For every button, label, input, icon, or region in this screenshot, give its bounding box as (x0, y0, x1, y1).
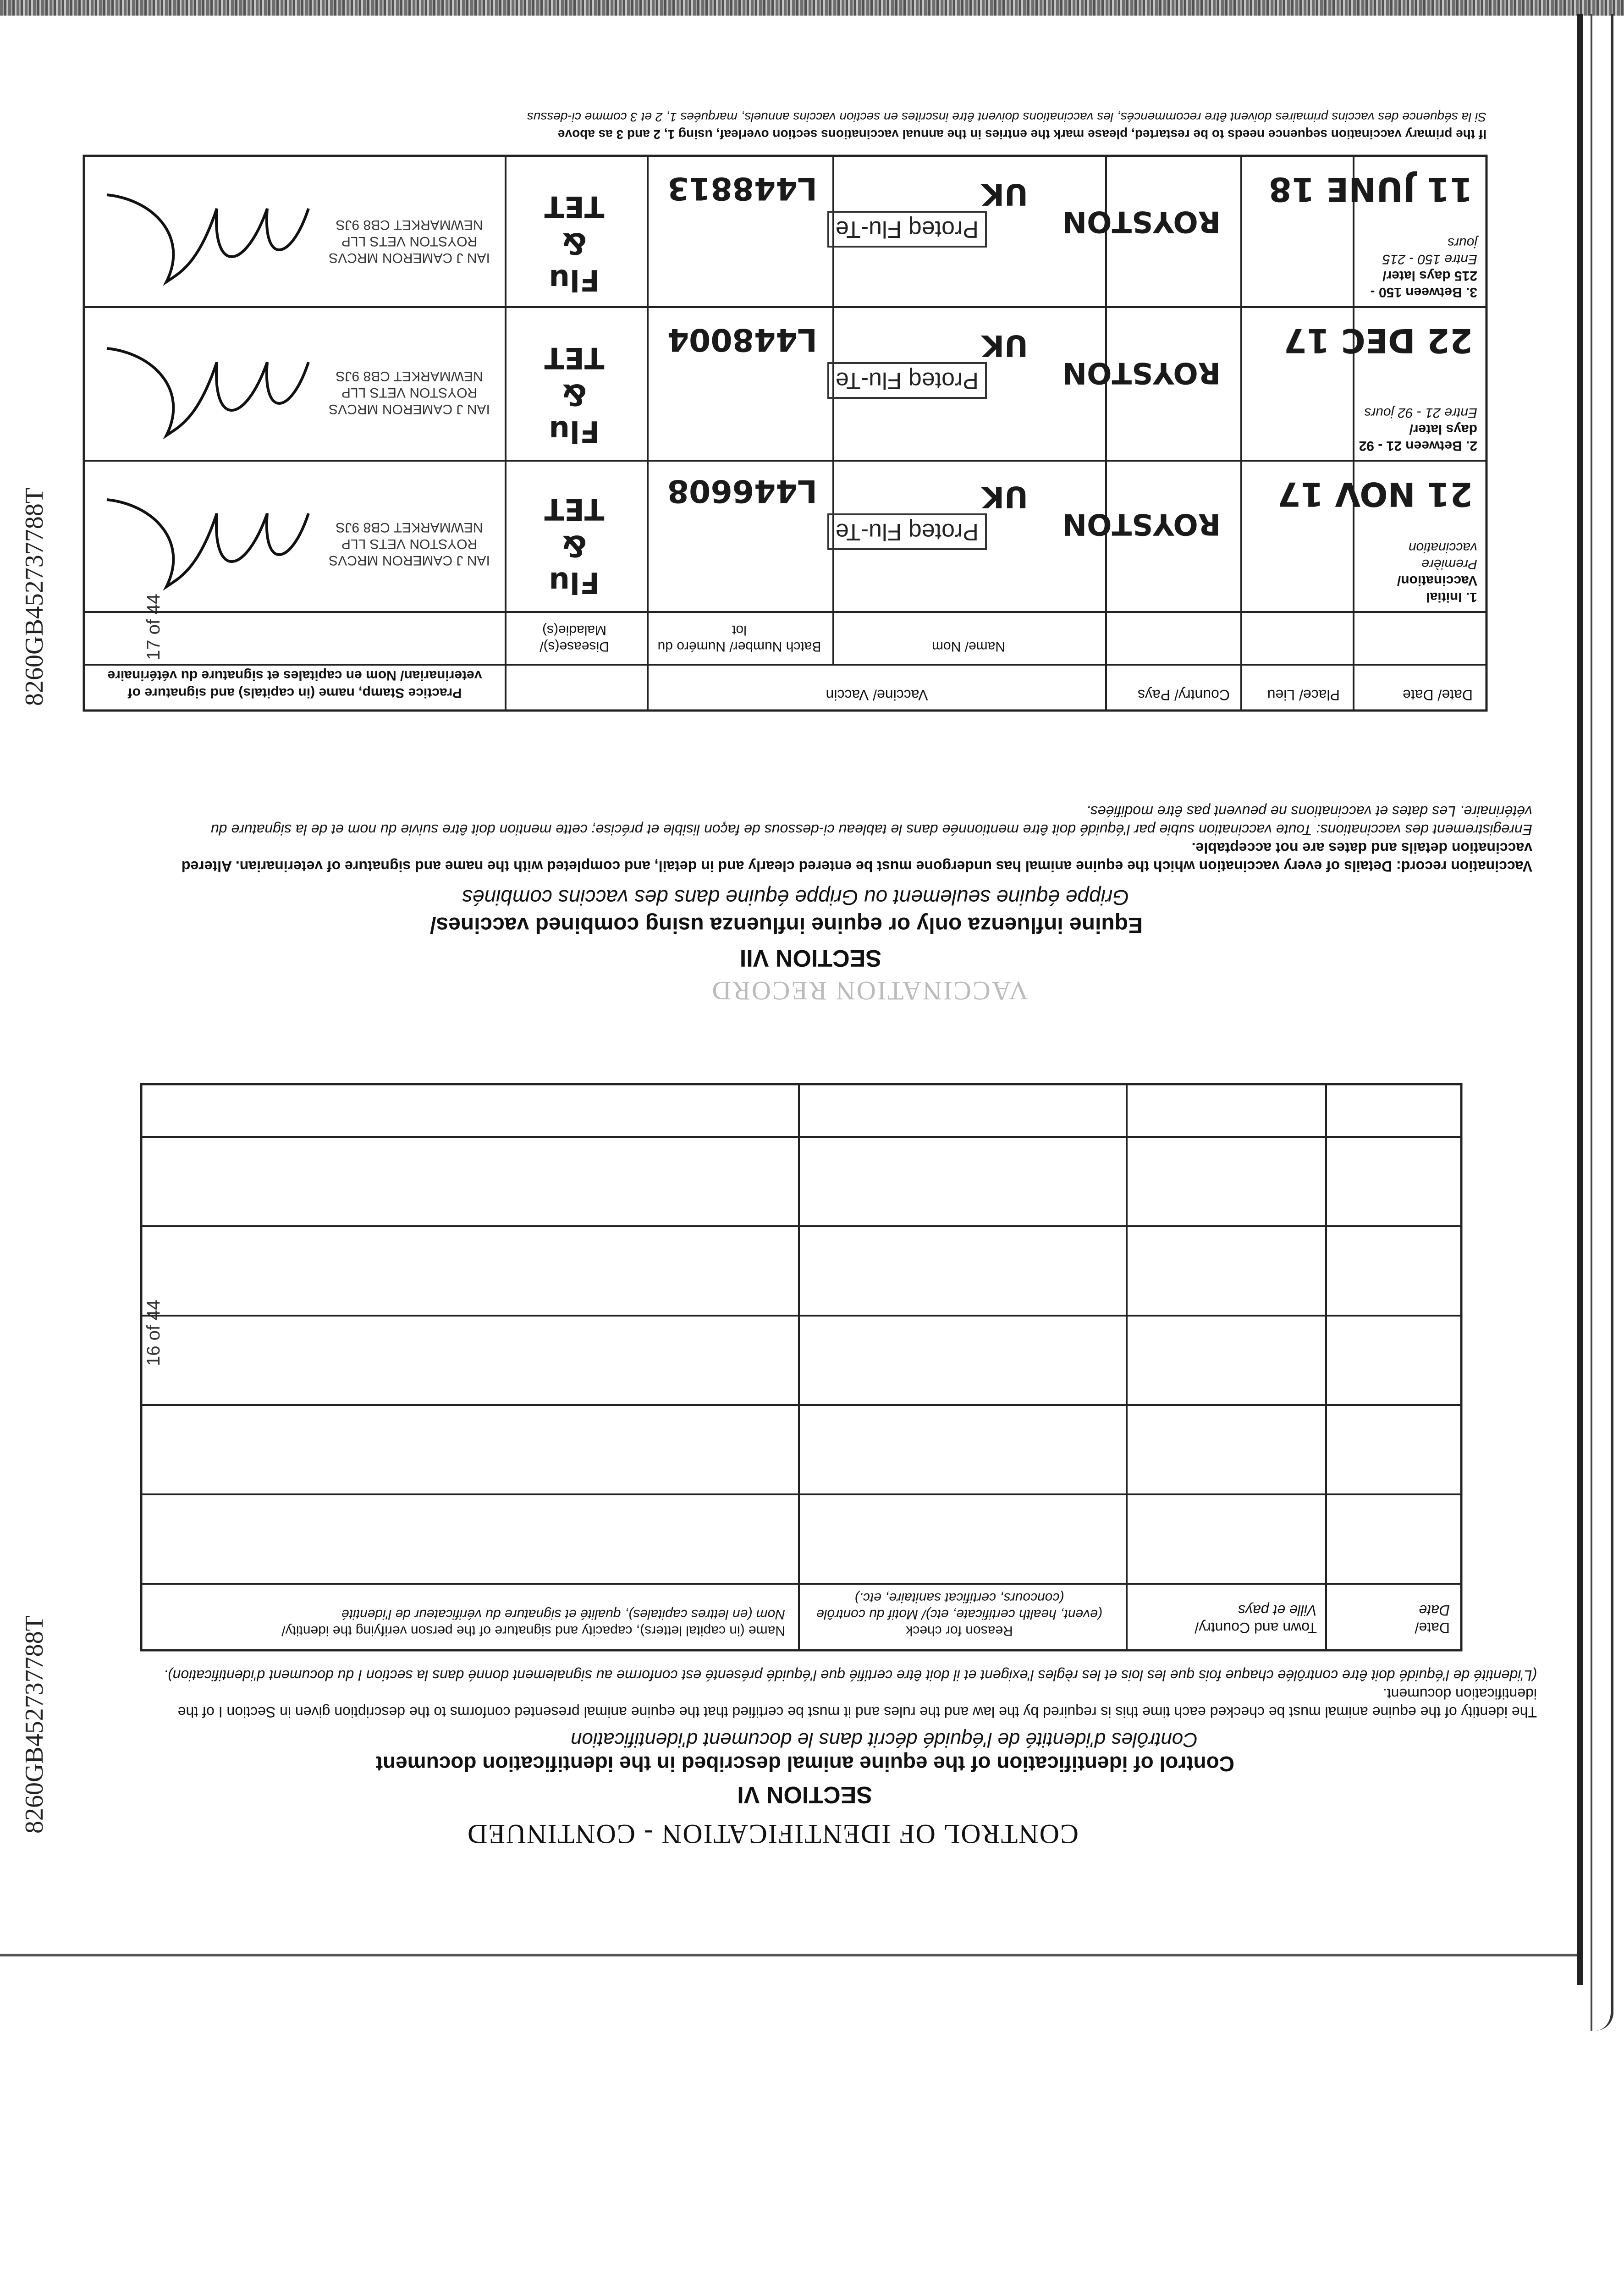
section-vii-record-fr: Enregistrement des vaccinations: Toute vaccination subie par l'équidé doit être mentionnée dans le tableau ci-dessous de façon lisible et précise; cette mention doit être suivie du nom et de la signature du vétérinaire. Les dates et vaccinations ne peuvent pas être modifiées. (210, 803, 1532, 838)
section-vii-footnote-fr: Si la séquence des vaccins primaires doivent être recommencés, les vaccinations doivent être inscrites en section vaccins annuels, marquées 1, 2 et 3 comme ci-dessus (527, 110, 1486, 124)
section-vi-heading-fr: Contrôles d'identité de l'équidé décrit dans le document d'identification (570, 1729, 1198, 1751)
vaccination-2-vet-signature (98, 316, 318, 454)
vaccination-1-vaccine-label: Proteq Flu-Te (827, 513, 987, 550)
section-vii-col-disease: Disease(s)/ Maladie(s) (539, 623, 609, 654)
vaccination-2-vet-stamp: IAN J CAMERON MRCVS ROYSTON VETS LLP NEWMARKET CB8 9JS (329, 369, 490, 417)
section-vi-title: SECTION VI (737, 1781, 872, 1808)
section-vii-col-batch: Batch Number/ Numéro du lot (657, 623, 821, 654)
section-vi-instructions-en: The identity of the equine animal must be checked each time this is required by the law and the rules and it must be certified that the equine animal presented conforms to the description given in Section I of the identification document. (177, 1686, 1537, 1720)
vaccination-2-place: ROYSTON (1062, 356, 1221, 390)
vaccination-1-country: UK (981, 479, 1028, 513)
vaccination-1-date: 21 NOV 17 (1277, 475, 1473, 513)
vaccination-1-batch: L446608 (667, 473, 817, 509)
vaccination-2-vaccine-label: Proteq Flu-Te (827, 362, 987, 399)
section-vii-col-country: Country/ Pays (1138, 687, 1230, 703)
vaccination-1-disease: Flu & TET (544, 492, 605, 599)
vaccination-2-batch: L448004 (667, 321, 817, 358)
section-vi-col-date: Date/ Date (1415, 1602, 1450, 1636)
vaccination-3-batch: L448813 (667, 170, 817, 206)
section-vi-col-name: Name (in capital letters), capacity and signature of the person verifying the identity/ Nom (en lettres capitales), qualité et signature du vérificateur de l'identité (281, 1607, 785, 1638)
vaccination-3-vet-signature (98, 163, 318, 300)
section-vii-heading-fr: Grippe équine seulement ou Grippe équine dans des vaccins combinés (462, 886, 1129, 909)
vaccination-1-vet-signature (98, 468, 318, 605)
vaccination-3-place: ROYSTON (1062, 204, 1221, 238)
vaccination-3-label: 3. Between 150 - 215 days later/ Entre 150 - 215 jours (1370, 235, 1477, 300)
vaccination-2-label: 2. Between 21 - 92 days later/ Entre 21 - 92 jours (1359, 405, 1477, 453)
section-vii-col-vaccine: Vaccine/ Vaccin (826, 687, 928, 703)
vaccination-3-vaccine-label: Proteq Flu-Te (827, 211, 987, 248)
section-vii-record-en: Vaccination record: Details of every vaccination which the equine animal has undergone must be entered clearly and in detail, and completed with the name and signature of veterinarian. Altered vaccination details and dates are not acceptable. (181, 840, 1532, 875)
section-vii-heading-en: Equine influenza only or equine influenza using combined vaccines/ (430, 913, 1143, 937)
section-vii-title: SECTION VII (739, 945, 881, 971)
section-vii-footnote-en: If the primary vaccination sequence needs to be restarted, please mark the entries in the annual vaccinations section overleaf, using 1, 2 and 3 as above (557, 127, 1486, 142)
vaccination-2-country: UK (981, 328, 1028, 362)
page-number-left: 16 of 44 (143, 1300, 164, 1366)
vaccination-3-vet-stamp: IAN J CAMERON MRCVS ROYSTON VETS LLP NEWMARKET CB8 9JS (329, 217, 490, 265)
section-vi-running-header: CONTROL OF IDENTIFICATION - CONTINUED (467, 1819, 1079, 1849)
section-vi-heading-en: Control of identification of the equine animal described in the identification document (375, 1752, 1234, 1776)
serial-number-lower: 8260GB452737788T (20, 488, 49, 706)
section-vi-col-reason: Reason for check (event, health certificate, etc)/ Motif du contrôle (concours, certificat sanitaire, etc.) (816, 1590, 1102, 1638)
vaccination-1-vet-stamp: IAN J CAMERON MRCVS ROYSTON VETS LLP NEWMARKET CB8 9JS (329, 520, 490, 568)
vaccination-3-country: UK (981, 177, 1028, 211)
section-vi-col-town: Town and Country/ Ville et pays (1195, 1602, 1317, 1636)
serial-number-upper: 8260GB452737788T (20, 1615, 49, 1834)
vaccination-3-date: 11 JUNE 18 (1268, 170, 1473, 209)
vaccination-2-date: 22 DEC 17 (1283, 321, 1473, 360)
section-vii-faded-header: VACCINATION RECORD (710, 976, 1028, 1006)
section-vii-col-date: Date/ Date (1403, 687, 1473, 703)
section-vii-col-name: Name/ Nom (931, 639, 1006, 654)
vaccination-1-place: ROYSTON (1062, 507, 1221, 541)
vaccination-1-label: 1. Initial Vaccination/ Première vaccination (1397, 540, 1477, 605)
section-vi-instructions-fr: (L'identité de l'équidé doit être contrôlée chaque fois que les lois et les règles l'exigent et il doit être certifié que l'équidé présenté est conforme au signalement donné dans la section I du document d'identification). (164, 1667, 1537, 1684)
page-number-right: 17 of 44 (143, 594, 164, 660)
vaccination-2-disease: Flu & TET (544, 341, 605, 448)
section-vii-col-vet: Practice Stamp, name (in capitals) and signature of veterinarian/ Nom en capitales et signature du vétérinaire (107, 668, 482, 700)
vaccination-3-disease: Flu & TET (544, 189, 605, 297)
section-vii-col-place: Place/ Lieu (1267, 687, 1340, 703)
